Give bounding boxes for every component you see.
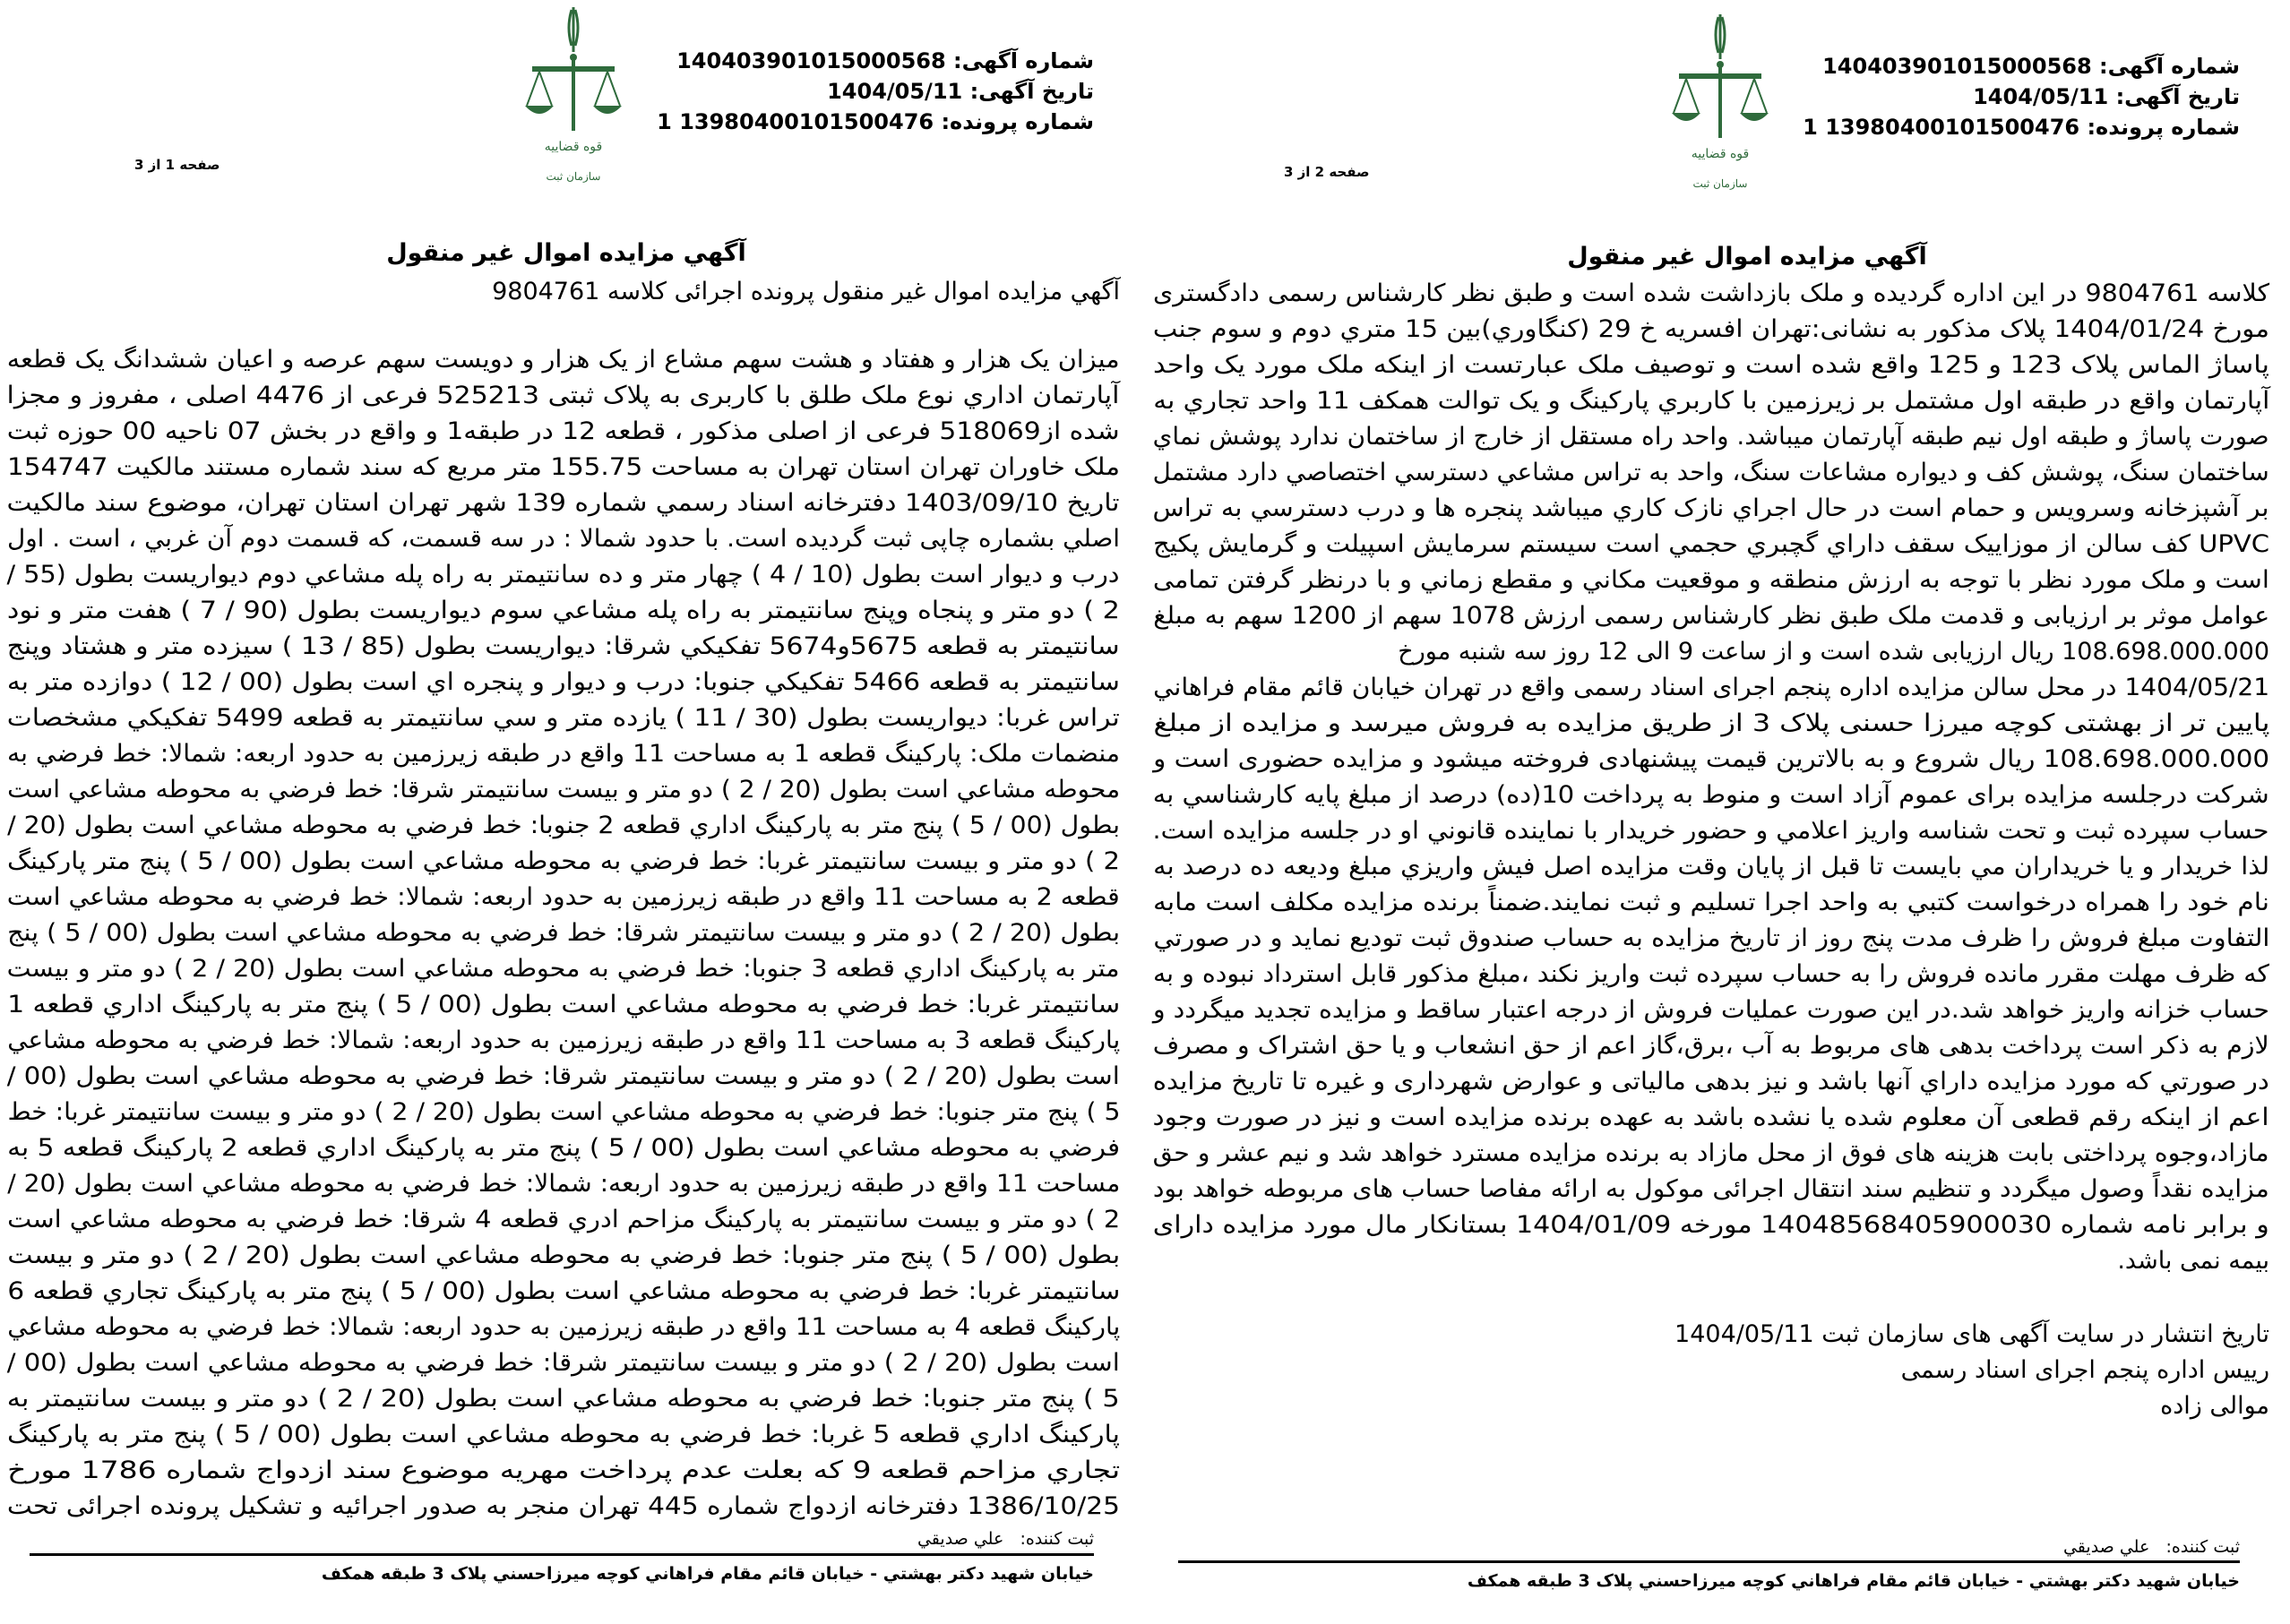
- text-line: [1153, 706, 2269, 742]
- text-line: [7, 485, 1120, 521]
- text-line-content: است بطول (20 / 2 ) دو متر و بيست سانتيمتر شرقا: خط فرضي به محوطه مشاعي است بطول (00 /: [7, 1062, 1120, 1090]
- svg-text:قوه قضاييه: قوه قضاييه: [544, 140, 603, 154]
- case-number-value: 13980400101500476 1: [1803, 115, 2080, 140]
- signer-title: رييس اداره پنجم اجرای اسناد رسمی: [1900, 1356, 2269, 1384]
- text-line-content: تراس غربا: ديواريست بطول (30 / 11 ) يازده متر و سي سانتيمتر به قطعه 5499 تفکيکي مشخصات: [7, 704, 1120, 732]
- text-line: [1153, 885, 2269, 921]
- text-line-content: بطول (00 / 5 ) پنج متر جنوبا: خط فرضي به محوطه مشاعي است بطول (20 / 2 ) دو متر و بيست: [7, 1242, 1120, 1269]
- text-line-content: پاساژ الماس پلاک 123 و 125 واقع شده است و توصيف ملک عبارتست از اينکه ملک مورد يک واحد: [1153, 351, 2269, 379]
- text-line-content: شده از518069 فرعی از اصلی مذکور ، قطعه 12 در طبقه1 و واقع در بخش 07 ناحيه 00 حوزه ثبت: [7, 417, 1120, 445]
- text-line: [7, 1274, 1120, 1310]
- text-line-content: ميزان يک هزار و هفتاد و هشت سهم مشاع از يک هزار و دويست سهم عرصه و اعيان ششدانگ يک قطعه: [7, 346, 1120, 374]
- text-line-content: است و ملک مورد نظر با توجه به ارزش منطقه و موقعيت مکاني و مقطع زماني و با درنظر گرفتن تمامی: [1153, 566, 2269, 594]
- text-line: [1153, 312, 2269, 348]
- text-line: [7, 1023, 1120, 1059]
- text-line-content: مورخ 1404/01/24 پلاک مذکور به نشانی:تهران افسريه خ 29 (کنگاوري)بين 15 متري دوم و سوم جنب: [1153, 315, 2269, 343]
- text-line: [7, 521, 1120, 557]
- ad-number-value: 140403901015000568: [1822, 54, 2092, 79]
- text-line: [7, 880, 1120, 915]
- text-line: [7, 1130, 1120, 1166]
- text-line: [1153, 1028, 2269, 1064]
- text-line-content: ساختمان سنگ، پوشش کف و ديواره مشاعات سنگ، واحد به تراس مشاعي دسترسي اختصاصي دارد مشتمل: [1153, 459, 2269, 486]
- text-line-content: UPVC کف سالن از موزاييک سقف داراي گچبري حجمي است سيستم سرمايش اسپيلت و گرمايش پکيج: [1153, 530, 2269, 558]
- text-line-content: سانتيمتر غربا: خط فرضي به محوطه مشاعي است بطول (00 / 5 ) پنج متر به پارکينگ تجاري قطعه 6: [7, 1277, 1120, 1305]
- text-line: [7, 1202, 1120, 1238]
- text-line: [7, 450, 1120, 485]
- text-line-content: آپارتمان واقع در طبقه اول مشتمل بر زيرزمين با کاربري پارکينگ و يک توالت همکف 11 واحد تجاري به: [1153, 387, 2269, 415]
- svg-text:قوه قضاييه: قوه قضاييه: [1691, 147, 1750, 161]
- text-line-content: 1404/05/21 در محل سالن مزايده اداره پنجم اجرای اسناد رسمی واقع در تهران خيابان قائم مقام فراهاني: [1152, 674, 2269, 701]
- case-number-label: شماره پرونده:: [2087, 115, 2240, 140]
- registrar-label: ثبت کننده:: [1020, 1529, 1094, 1549]
- text-line: [1153, 598, 2269, 634]
- text-line-content: فرضي به محوطه مشاعي است بطول (00 / 5 ) پنج متر به پارکينگ اداري قطعه 2 پارکينگ قطعه 5 به: [7, 1134, 1120, 1162]
- text-line-content: آپارتمان اداري نوع ملک طلق با کاربری به پلاک ثبتی 525213 فرعی از 4476 اصلی ، مفروز و مجزا: [6, 382, 1120, 409]
- text-line: [1153, 742, 2269, 778]
- page-title: آگهي مزايده اموال غير منقول: [386, 239, 746, 267]
- text-line: [1153, 276, 2269, 312]
- text-line: [1153, 778, 2269, 813]
- text-line: [1153, 813, 2269, 849]
- text-line-content: اعم از اينکه رقم قطعی آن معلوم شده يا نشده باشد به عهده برنده مزايده است و نيز در صورت وجود: [1153, 1104, 2269, 1131]
- ad-number: [1822, 52, 2240, 82]
- text-line-content: 2 ) دو متر و پنجاه وپنج سانتيمتر به راه پله مشاعي سوم ديواريست بطول (90 / 7 ) هفت متر و نود: [7, 597, 1120, 624]
- text-line: [1153, 634, 2269, 670]
- text-line-content: مازاد،وجوه پرداختی بابت هزينه های فوق از محل مازاد به برنده مزايده مسترد خواهد شد و نيم عشر و حق: [1153, 1139, 2269, 1167]
- text-line-content: شرکت درجلسه مزايده برای عموم آزاد است و منوط به پرداخت 10(ده) درصد از مبلغ پايه کارشناسي به: [1153, 781, 2269, 809]
- text-line-content: پارکينگ قطعه 3 به مساحت 11 واقع در طبقه زيرزمين به حدود اربعه: شمالا: خط فرضي به محوطه مشاعي: [7, 1027, 1120, 1054]
- text-line-content: سانتيمتر به قطعه 5675و5674 تفکيکي شرقا: ديواريست بطول (85 / 13 ) سيزده متر و هشتاد وپنج: [7, 632, 1120, 660]
- body-text: [1153, 276, 2269, 1243]
- text-line-content: کلاسه 9804761 در اين اداره گرديده و ملک بازداشت شده است و طبق نظر کارشناس رسمی دادگستری: [1152, 279, 2269, 307]
- text-line: [7, 1166, 1120, 1202]
- text-line: [7, 414, 1120, 450]
- text-line: [1153, 1136, 2269, 1172]
- text-line-content: بطول (20 / 2 ) دو متر و بيست سانتيمتر شرقا: خط فرضي به محوطه مشاعي است بطول (00 / 5 ) پنج: [7, 919, 1120, 947]
- text-line-content: تاريخ 1403/09/10 دفترخانه اسناد رسمي شماره 139 شهر تهران استان تهران، موضوع سند مالکيت: [6, 489, 1120, 517]
- text-line-content: صورت پاساژ و طبقه اول نيم طبقه آپارتمان ميباشد. واحد راه مستقل از خارج از ساختمان ندارد پوشش نماي: [1153, 423, 2269, 451]
- text-line: [7, 1381, 1120, 1417]
- text-line-content: پارکينگ اداري قطعه 5 غربا: خط فرضي به محوطه مشاعي است بطول (00 / 5 ) پنج متر به پارکينگ: [7, 1421, 1120, 1448]
- text-line: [7, 1345, 1120, 1381]
- ad-date: [1973, 82, 2240, 112]
- scales-of-justice-icon: [520, 5, 627, 193]
- text-line: [7, 629, 1120, 665]
- text-line-content: 1386/10/25 دفترخانه ازدواج شماره 445 تهران منجر به صدور اجرائيه و تشکيل پرونده اجرائی تحت: [7, 1492, 1120, 1520]
- text-line-content: سانتيمتر غربا: خط فرضي به محوطه مشاعي است بطول (00 / 5 ) پنج متر به پارکينگ اداري قطعه 1: [7, 991, 1120, 1018]
- ad-number-label: شماره آگهی:: [2099, 54, 2240, 79]
- office-address: خيابان شهيد دکتر بهشتي - خيابان قائم مقام فراهاني کوچه ميرزاحسني پلاک 3 طبقه همکف: [321, 1564, 1094, 1584]
- publish-date-line: تاريخ انتشار در سايت آگهی های سازمان ثبت 1404/05/11: [1674, 1320, 2269, 1348]
- text-line: [7, 736, 1120, 772]
- text-line: [7, 951, 1120, 987]
- text-line: [7, 915, 1120, 951]
- text-line-content: مساحت 11 واقع در طبقه زيرزمين به حدود اربعه: شمالا: خط فرضي به محوطه مشاعي است بطول (20 /: [7, 1170, 1120, 1198]
- text-line: [1153, 957, 2269, 992]
- text-line: [7, 593, 1120, 629]
- text-line-content: ملک خاوران تهران استان تهران به مساحت 155.75 متر مربع که سند شماره مستند مالکيت 154747: [7, 453, 1120, 481]
- text-line-content: آگهي مزايده اموال غير منقول پرونده اجرائی کلاسه 9804761: [492, 278, 1120, 305]
- text-line: [7, 1489, 1120, 1525]
- text-line: [7, 1453, 1120, 1489]
- text-line-content: بر آشپزخانه وسرويس و حمام است در حال اجراي نازک کاري ميباشد پنجره ها و درب دسترسي به تراس: [1153, 494, 2269, 522]
- text-line: [1153, 383, 2269, 419]
- page-title: آگهي مزايده اموال غير منقول: [1567, 243, 1927, 271]
- body-text: [7, 274, 1120, 1525]
- text-line: [7, 274, 1120, 310]
- text-line: [7, 342, 1120, 378]
- text-line: [1153, 849, 2269, 885]
- text-line: [7, 665, 1120, 700]
- text-line: [7, 1238, 1120, 1274]
- text-line-content: پارکينگ قطعه 4 به مساحت 11 واقع در طبقه زيرزمين به حدود اربعه: شمالا: خط فرضي به محوطه مشاعي: [7, 1313, 1120, 1341]
- text-line: [7, 1310, 1120, 1345]
- text-line: [7, 1417, 1120, 1453]
- text-line-content: التفاوت مبلغ فروش را ظرف مدت پنج روز از تاريخ مزايده به حساب صندوق ثبت توديع نمايد و در صورتي: [1153, 924, 2269, 952]
- text-line: [7, 700, 1120, 736]
- text-line: [1153, 1172, 2269, 1207]
- text-line-content: عوامل موثر بر ارزيابی و قدمت ملک طبق نظر کارشناس رسمی ارزش 1078 سهم از 1200 سهم به مبلغ: [1153, 602, 2269, 630]
- text-line-content: و برابر نامه شماره 14048568405900030 مورخه 1404/01/09 بستانکار مال مورد مزايده دارای: [1153, 1211, 2269, 1239]
- case-number-value: 13980400101500476 1: [657, 109, 934, 134]
- text-line-content: 108.698.000.000 ريال ارزيابی شده است و از ساعت 9 الی 12 روز سه شنبه مورخ: [1398, 638, 2269, 666]
- text-line-content: 5 ) پنج متر جنوبا: خط فرضي به محوطه مشاعي است بطول (20 / 2 ) دو متر و بيست سانتيمتر به: [7, 1385, 1120, 1413]
- text-line: [7, 1059, 1120, 1095]
- text-line-content: منضمات ملک: پارکينگ قطعه 1 به مساحت 11 واقع در طبقه زيرزمين به حدود اربعه: شمالا: خط فرضي به: [7, 740, 1120, 768]
- text-line-content: مزايده نقداً وصول ميگردد و تنظيم سند انتقال اجرائی موکول به ارائه مفاصا حساب های مربوطه خواهد بود: [1153, 1175, 2269, 1203]
- judiciary-logo: [1666, 13, 1774, 201]
- footer-divider: [30, 1553, 1094, 1556]
- registrar-name: علي صديقي: [2062, 1537, 2150, 1557]
- text-line-content: 2 ) دو متر و بيست سانتيمتر به پارکينگ مزاحم ادري قطعه 4 شرقا: خط فرضي به محوطه مشاعي است: [7, 1206, 1120, 1233]
- office-address: خيابان شهيد دکتر بهشتي - خيابان قائم مقام فراهاني کوچه ميرزاحسني پلاک 3 طبقه همکف: [1467, 1571, 2240, 1591]
- text-line-content: 108.698.000.000 ريال شروع و به بالاترين قيمت پيشنهادی فروخته ميشود و مزايده حضوری است و: [1153, 745, 2269, 773]
- text-line: [7, 987, 1120, 1023]
- signer-name: موالی زاده: [2160, 1392, 2269, 1420]
- svg-text:سازمان ثبت: سازمان ثبت: [546, 170, 601, 183]
- text-line-content: است بطول (20 / 2 ) دو متر و بيست سانتيمتر شرقا: خط فرضي به محوطه مشاعي است بطول (00 /: [7, 1349, 1120, 1377]
- text-line: [7, 378, 1120, 414]
- text-line: [1153, 455, 2269, 491]
- text-line-content: در صورتي که مورد مزايده داراي آنها باشد و نيز بدهی مالياتی و عوارض شهرداری و غيره تا تاريخ مزايده: [1153, 1068, 2269, 1096]
- text-line-content: که ظرف مهلت مقرر مانده فروش را به حساب سپرده ثبت واريز نکند ،مبلغ مذکور قابل استرداد نبوده و به: [1152, 960, 2269, 988]
- registrar-name: علي صديقي: [917, 1529, 1004, 1549]
- page-number: صفحه 1 از 3: [134, 157, 220, 173]
- text-line-content: قطعه 2 به مساحت 11 واقع در طبقه زيرزمين به حدود اربعه: شمالا: خط فرضي به محوطه مشاعي است: [7, 883, 1120, 911]
- text-line-content: لذا خريدار و يا خريداران مي بايست تا قبل از پايان وقت مزايده اصل فيش واريزي مبلغ وديعه ده درصد به: [1153, 853, 2269, 881]
- text-line-content: محوطه مشاعي است بطول (20 / 2 ) دو متر و بيست سانتيمتر شرقا: خط فرضي به محوطه مشاعي است: [7, 776, 1120, 803]
- registrar-label: ثبت کننده:: [2165, 1537, 2240, 1557]
- registrar: [917, 1528, 1094, 1550]
- ad-date-value: 1404/05/11: [827, 79, 963, 104]
- ad-number: [676, 47, 1094, 76]
- text-line: [1153, 563, 2269, 598]
- text-line: [1153, 419, 2269, 455]
- page-number: صفحه 2 از 3: [1284, 164, 1370, 180]
- text-line: [7, 1095, 1120, 1130]
- text-line-content: حساب سپرده ثبت و تحت شناسه واريز اعلامي و حضور خريدار با نماينده قانوني او در جلسه مزايده است.: [1153, 817, 2269, 845]
- case-number: [657, 107, 1094, 137]
- ad-date-value: 1404/05/11: [1973, 84, 2109, 109]
- text-line: [1153, 1207, 2269, 1243]
- text-line-content: اصلي بشماره چاپی ثبت گرديده است. با حدود شمالا : در سه قسمت، که قسمت دوم آن غربي ، است . اول: [7, 525, 1120, 553]
- ad-number-value: 140403901015000568: [676, 48, 946, 73]
- text-line-content: حساب خزانه واريز خواهد شد.در اين صورت عمليات فروش از درجه اعتبار ساقط و مزايده تجديد ميگردد و: [1152, 996, 2269, 1024]
- text-line: [7, 808, 1120, 844]
- judiciary-logo: [520, 5, 627, 193]
- ad-number-label: شماره آگهی:: [953, 48, 1094, 73]
- text-line: [1153, 491, 2269, 527]
- text-line-content: 2 ) دو متر و بيست سانتيمتر غربا: خط فرضي به محوطه مشاعي است بطول (00 / 5 ) پنج متر پارکينگ: [7, 847, 1120, 875]
- footer-divider: [1178, 1560, 2240, 1563]
- case-number: [1803, 113, 2240, 142]
- text-line: [1153, 527, 2269, 563]
- registrar: [2063, 1536, 2240, 1558]
- text-line-content: نام خود را همراه درخواست کتبي به واحد اجرا تسليم و ثبت نمايند.ضمناً برنده مزايده مکلف است مابه: [1153, 889, 2269, 916]
- text-line: [1153, 1100, 2269, 1136]
- text-line-content: متر به پارکينگ اداري قطعه 3 جنوبا: خط فرضي به محوطه مشاعي است بطول (20 / 2 ) دو متر و بيست: [7, 955, 1120, 983]
- case-number-label: شماره پرونده:: [941, 109, 1094, 134]
- text-line-content: پايين تر از بهشتی کوچه ميرزا حسنی پلاک 3 از طريق مزايده به فروش ميرسد و مزايده از مبلغ: [1153, 709, 2269, 737]
- text-line: [1153, 992, 2269, 1028]
- text-line: [1153, 921, 2269, 957]
- ad-date: [827, 77, 1094, 107]
- svg-text:سازمان ثبت: سازمان ثبت: [1692, 177, 1748, 190]
- text-line-content: سانتيمتر به قطعه 5466 تفکيکي جنوبا: درب و ديوار و پنجره اي است بطول (00 / 12 ) دوازده متر به: [7, 668, 1120, 696]
- ad-date-label: تاريخ آگهی:: [969, 79, 1094, 104]
- text-line: [1153, 670, 2269, 706]
- text-line: [7, 844, 1120, 880]
- body-last-line: بيمه نمی باشد.: [2117, 1247, 2269, 1275]
- text-line-content: 5 ) پنج متر جنوبا: خط فرضي به محوطه مشاعي است بطول (20 / 2 ) دو متر و بيست سانتيمتر غربا: خط: [7, 1098, 1120, 1126]
- text-line-content: درب و ديوار است بطول (10 / 4 ) چهار متر و ده سانتيمتر به راه پله مشاعي دوم ديواريست بطول (55 /: [7, 561, 1120, 589]
- text-line-content: بطول (00 / 5 ) پنج متر به پارکينگ اداري قطعه 2 جنوبا: خط فرضي به محوطه مشاعي است بطول (20 /: [7, 812, 1120, 839]
- text-line: [1153, 1064, 2269, 1100]
- text-line: [7, 772, 1120, 808]
- text-line-content: لازم به ذکر است پرداخت بدهی های مربوط به آب ،برق،گاز اعم از حق انشعاب و يا حق اشتراک و مصرف: [1153, 1032, 2269, 1060]
- text-line: [1153, 348, 2269, 383]
- text-line: [7, 557, 1120, 593]
- text-line-content: تجاري مزاحم قطعه 9 که بعلت عدم پرداخت مهريه موضوع سند ازدواج شماره 1786 مورخ: [7, 1456, 1120, 1484]
- ad-date-label: تاريخ آگهی:: [2115, 84, 2240, 109]
- scales-of-justice-icon: [1666, 13, 1774, 201]
